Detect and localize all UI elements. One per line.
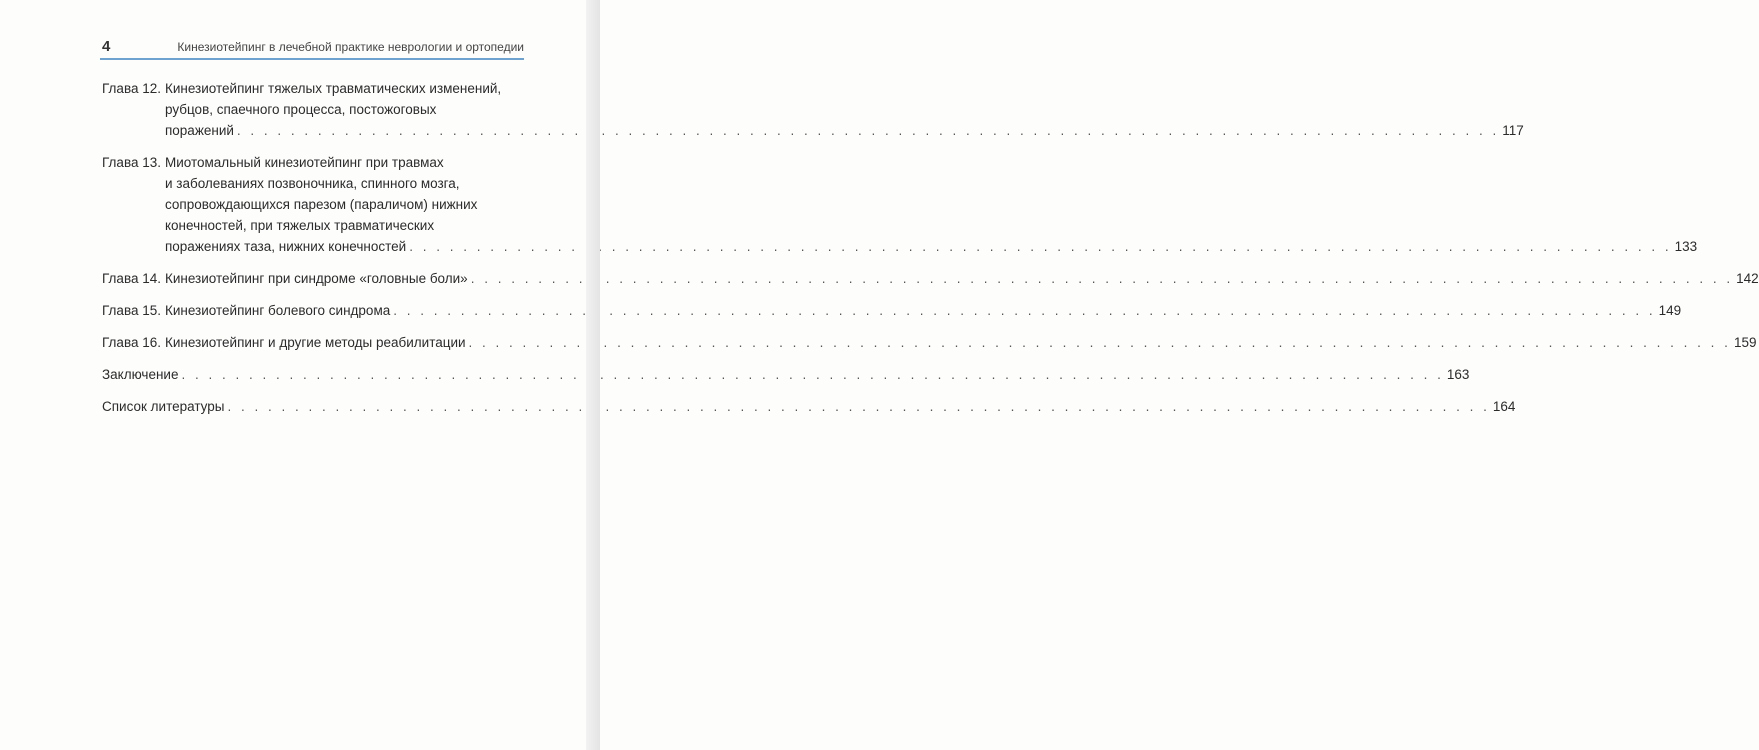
toc-entry-last-line: [102, 396, 1515, 417]
table-of-contents: [102, 78, 1759, 428]
toc-entry[interactable]: [102, 396, 1516, 417]
dot-leader: [228, 396, 1490, 417]
dot-leader: [469, 332, 1731, 353]
toc-entry-chapter-label: Глава 13.: [102, 155, 161, 170]
toc-entry-title-line: поражениях таза, нижних конечностей: [164, 239, 407, 254]
toc-entry-title-line: Кинезиотейпинг тяжелых травматических изменений,: [164, 81, 502, 96]
toc-page-number: 142: [1736, 271, 1759, 286]
dot-leader: [237, 120, 1499, 141]
toc-entry-title-line: и заболеваниях позвоночника, спинного мозга,: [164, 176, 460, 191]
toc-page-number: 133: [1674, 239, 1698, 254]
toc-page-number: 163: [1446, 367, 1470, 382]
toc-entry-title-line: рубцов, спаечного процесса, постожоговых: [164, 102, 437, 117]
running-title: Кинезиотейпинг в лечебной практике неврологии и ортопедии: [177, 40, 524, 54]
toc-entry-title: [165, 152, 1697, 257]
toc-entry[interactable]: [102, 364, 1470, 385]
toc-entry[interactable]: [102, 152, 1698, 257]
toc-entry-title-line: Кинезиотейпинг болевого синдрома: [164, 303, 391, 318]
toc-entry-chapter-label: Глава 16.: [102, 335, 161, 350]
toc-entry-title-line: Кинезиотейпинг при синдроме «головные боли»: [164, 271, 468, 286]
toc-entry-last-line: [165, 120, 1524, 141]
toc-entry-title: [165, 332, 1756, 353]
dot-leader: [393, 300, 1655, 321]
page-header: [100, 36, 524, 60]
toc-entry-title: [165, 78, 1524, 141]
toc-entry-last-line: [165, 268, 1759, 289]
toc-entry[interactable]: [102, 78, 1524, 141]
toc-entry-title-line: Заключение: [102, 367, 179, 382]
toc-entry-title: [102, 396, 1515, 417]
toc-page-number: 117: [1502, 123, 1524, 138]
page-number: 4: [102, 38, 111, 55]
toc-entry-title: [102, 364, 1469, 385]
toc-entry[interactable]: [102, 300, 1682, 321]
dot-leader: [471, 268, 1733, 289]
page-edge-shadow: [586, 0, 600, 750]
toc-entry-last-line: [102, 364, 1469, 385]
toc-page-number: 159: [1733, 335, 1757, 350]
toc-page-number: 149: [1658, 303, 1682, 318]
dot-leader: [181, 364, 1443, 385]
toc-entry[interactable]: [102, 332, 1757, 353]
toc-page-number: 164: [1492, 399, 1516, 414]
toc-entry-chapter-label: Глава 14.: [102, 271, 161, 286]
toc-entry-last-line: [165, 332, 1756, 353]
toc-entry[interactable]: [102, 268, 1759, 289]
toc-entry-chapter-label: Глава 15.: [102, 303, 161, 318]
toc-entry-title-line: Список литературы: [102, 399, 225, 414]
toc-entry-title: [165, 268, 1759, 289]
toc-entry-title-line: поражений: [164, 123, 234, 138]
toc-entry-last-line: [165, 300, 1681, 321]
toc-entry-last-line: [165, 236, 1697, 257]
toc-entry-chapter-label: Глава 12.: [102, 81, 161, 96]
toc-entry-title-line: сопровождающихся парезом (параличом) нижних: [164, 197, 478, 212]
toc-entry-title-line: конечностей, при тяжелых травматических: [164, 218, 435, 233]
toc-entry-title-line: Миотомальный кинезиотейпинг при травмах: [164, 155, 444, 170]
toc-entry-title-line: Кинезиотейпинг и другие методы реабилитации: [164, 335, 466, 350]
toc-entry-title: [165, 300, 1681, 321]
